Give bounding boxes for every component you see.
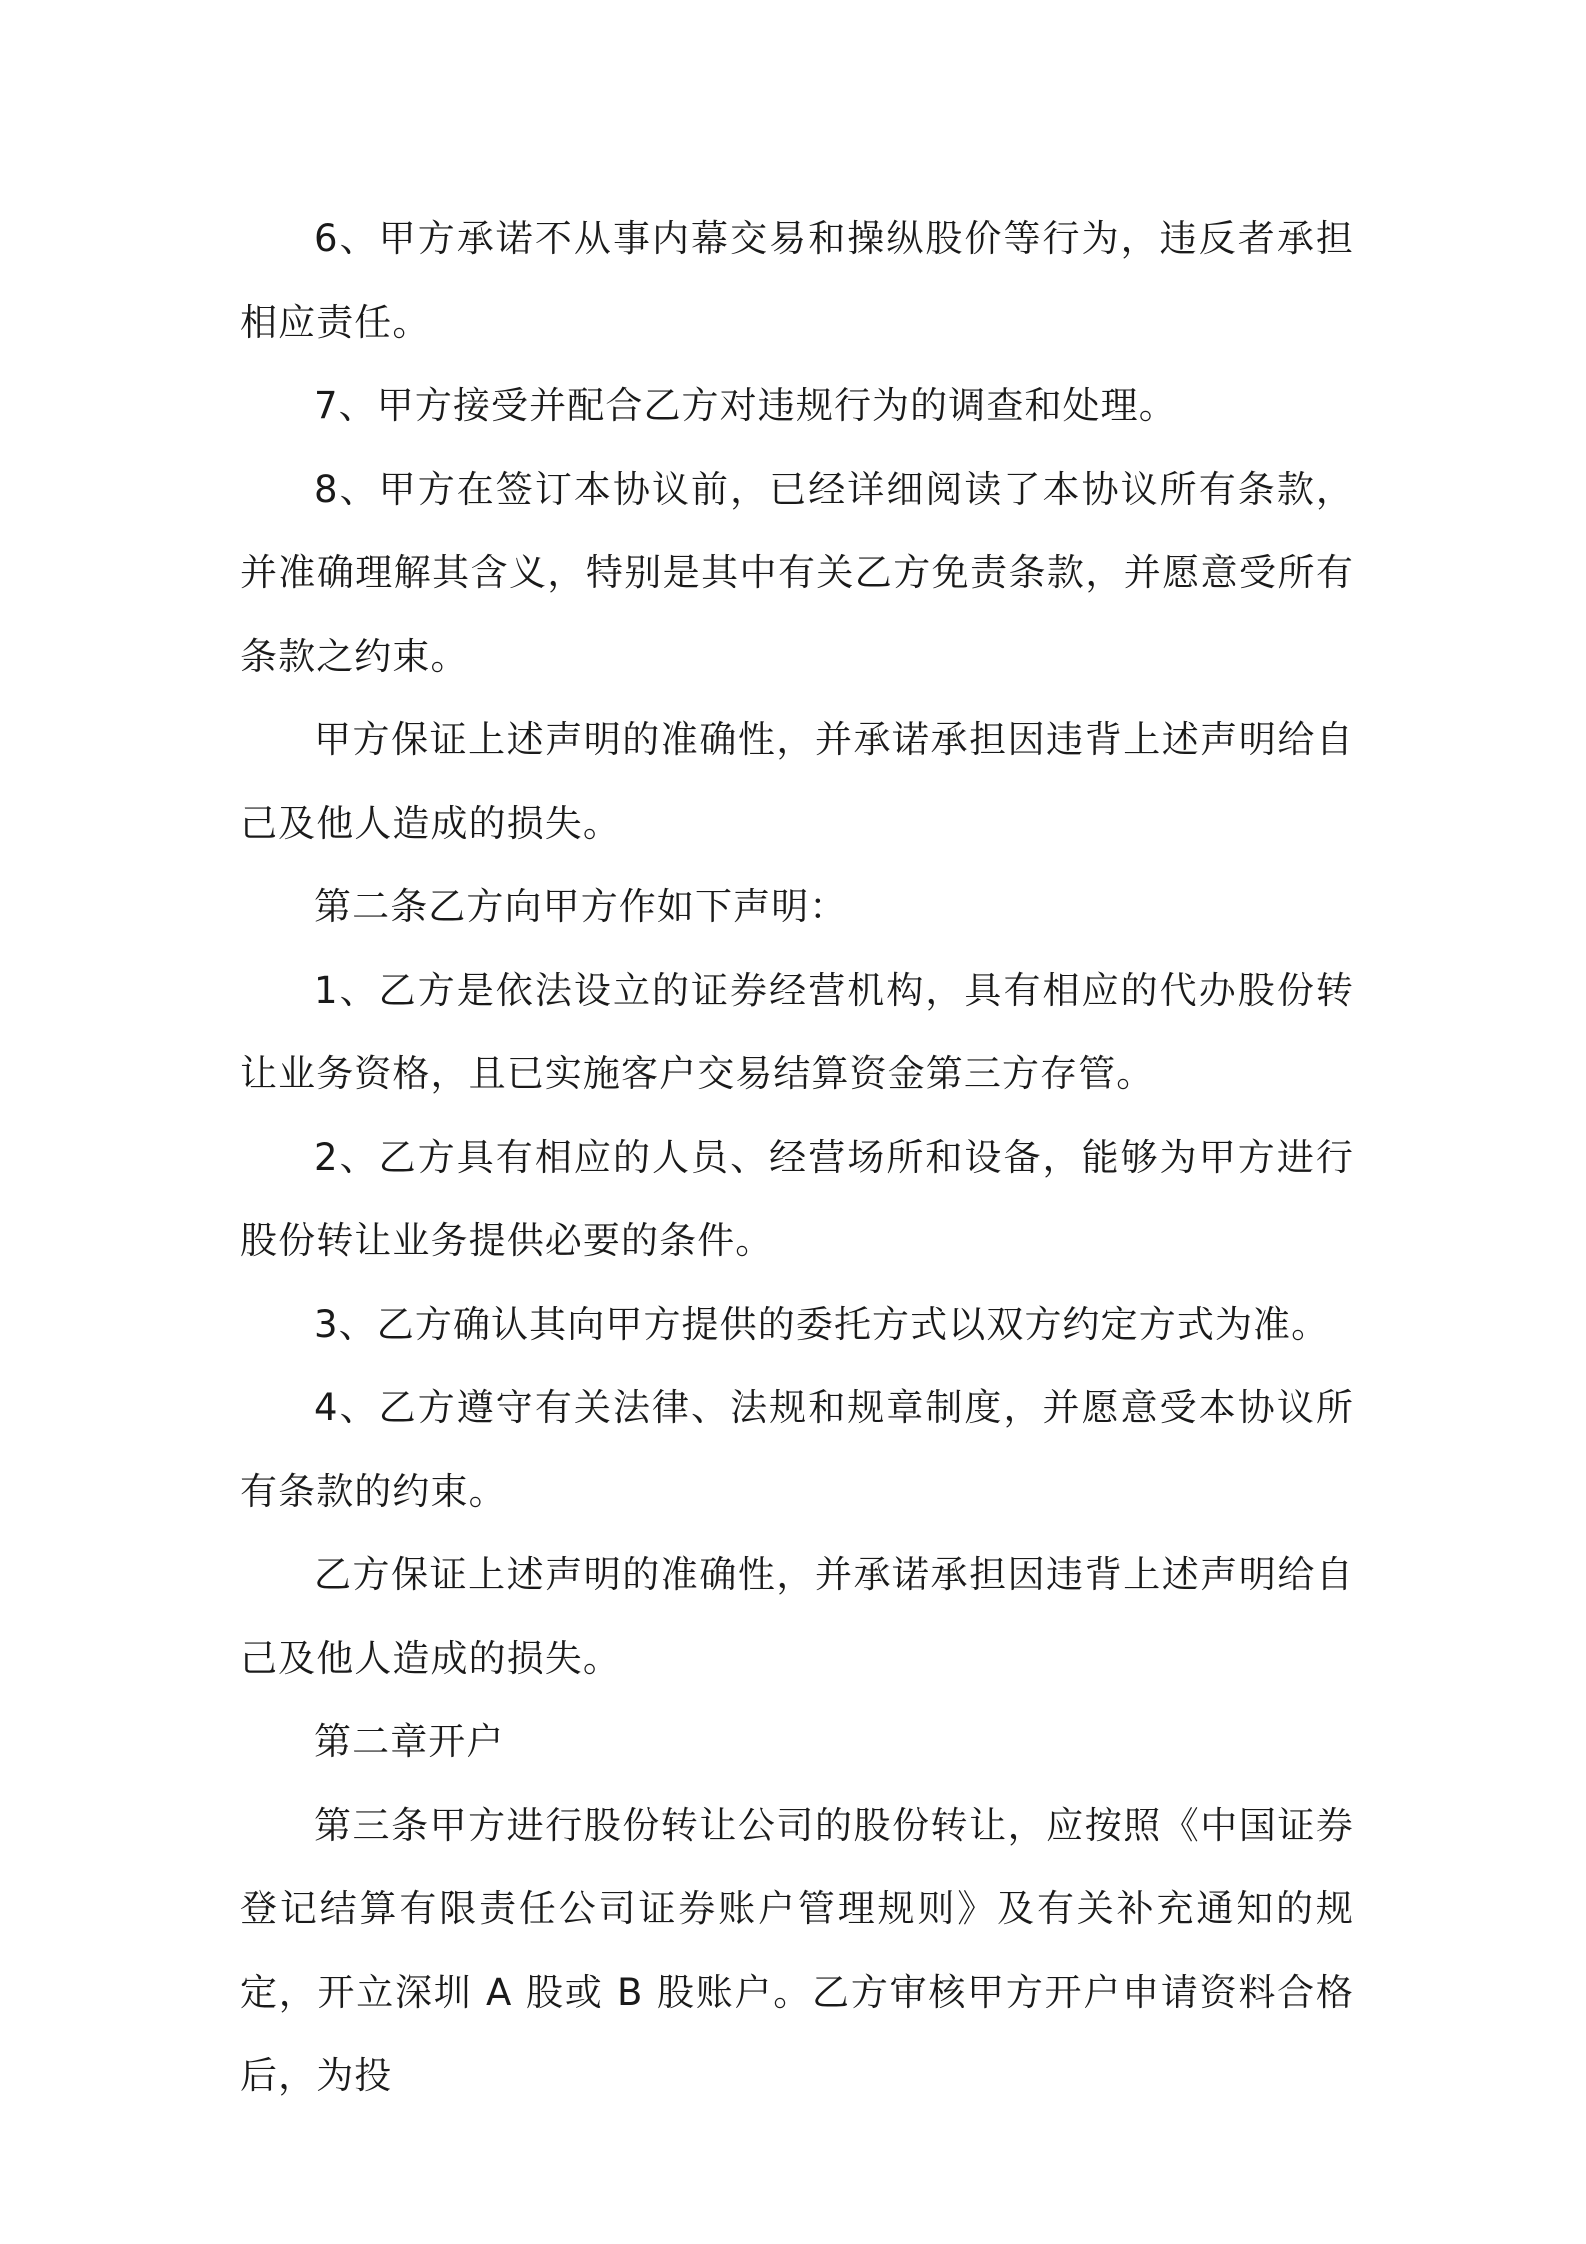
party-b-guarantee-paragraph: 乙方保证上述声明的准确性，并承诺承担因违背上述声明给自己及他人造成的损失。 bbox=[240, 1553, 1354, 1680]
chapter-2-heading: 第二章开户 bbox=[314, 1720, 505, 1763]
party-a-guarantee-paragraph: 甲方保证上述声明的准确性，并承诺承担因违背上述声明给自己及他人造成的损失。 bbox=[240, 718, 1354, 845]
clause-7-paragraph: 7、甲方接受并配合乙方对违规行为的调查和处理。 bbox=[314, 384, 1177, 427]
clause-6-paragraph: 6、甲方承诺不从事内幕交易和操纵股价等行为，违反者承担相应责任。 bbox=[240, 217, 1354, 344]
article-2-heading: 第二条乙方向甲方作如下声明： bbox=[314, 885, 848, 928]
party-b-clause-2-paragraph: 2、乙方具有相应的人员、经营场所和设备，能够为甲方进行股份转让业务提供必要的条件。 bbox=[240, 1135, 1354, 1262]
document-body bbox=[240, 197, 1354, 2118]
party-b-clause-1-paragraph: 1、乙方是依法设立的证券经营机构，具有相应的代办股份转让业务资格，且已实施客户交易结算资金第三方存管。 bbox=[240, 968, 1354, 1095]
party-b-clause-3-paragraph: 3、乙方确认其向甲方提供的委托方式以双方约定方式为准。 bbox=[314, 1302, 1330, 1346]
party-b-clause-4-paragraph: 4、乙方遵守有关法律、法规和规章制度，并愿意受本协议所有条款的约束。 bbox=[240, 1386, 1354, 1513]
clause-8-paragraph: 8、甲方在签订本协议前，已经详细阅读了本协议所有条款，并准确理解其含义，特别是其中有关乙方免责条款，并愿意受所有条款之约束。 bbox=[240, 467, 1354, 678]
article-3-paragraph: 第三条甲方进行股份转让公司的股份转让，应按照《中国证券登记结算有限责任公司证券账户管理规则》及有关补充通知的规定，开立深圳 A 股或 B 股账户。乙方审核甲方开户申请资料合格后，为投 bbox=[240, 1803, 1354, 2097]
